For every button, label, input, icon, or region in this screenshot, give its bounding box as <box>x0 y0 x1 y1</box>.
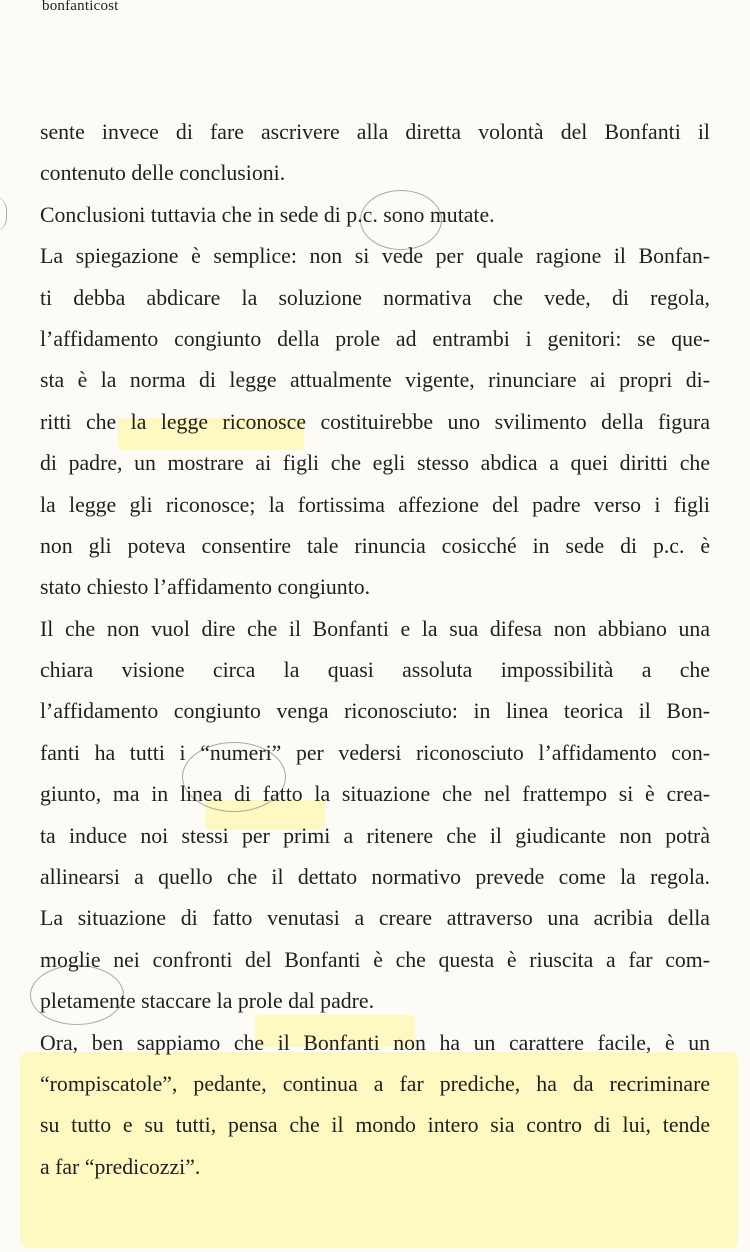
text-line: non gli poteva consentire tale rinuncia cosicché in sede di p.c. è <box>40 533 710 558</box>
text-line: pletamente staccare la prole dal padre. <box>40 989 375 1014</box>
text-line: l’affidamento congiunto venga riconosciuto: in linea teorica il Bon- <box>40 699 710 724</box>
text-line: “rompiscatole”, pedante, continua a far prediche, ha da recriminare <box>40 1071 710 1096</box>
text-line: a far “predicozzi”. <box>40 1154 201 1179</box>
text-line: sente invece di fare ascrivere alla diretta volontà del Bonfanti il <box>40 120 710 144</box>
text-line: ritti che la legge riconosce costituirebbe uno svilimento della figura <box>40 409 710 434</box>
text-line: La situazione di fatto venutasi a creare attraverso una acribia della <box>40 906 710 931</box>
text-line: fanti ha tutti i “numeri” per vedersi riconosciuto l’affidamento con- <box>40 740 710 765</box>
text-line: La spiegazione è semplice: non si vede per quale ragione il Bonfan- <box>40 244 710 269</box>
text-line: giunto, ma in linea di fatto la situazione che nel frattempo si è crea- <box>40 782 710 807</box>
document-header: bonfanticost <box>42 0 119 14</box>
text-line: la legge gli riconosce; la fortissima affezione del padre verso i figli <box>40 492 710 517</box>
text-line: moglie nei confronti del Bonfanti è che questa è riuscita a far com- <box>40 947 710 972</box>
text-line: Conclusioni tuttavia che in sede di p.c. sono mutate. <box>40 202 495 227</box>
text-line: contenuto delle conclusioni. <box>40 161 286 186</box>
text-line: ta induce noi stessi per primi a ritenere che il giudicante non potrà <box>40 823 710 848</box>
text-line: allinearsi a quello che il dettato normativo prevede come la regola. <box>40 865 710 890</box>
text-line: Il che non vuol dire che il Bonfanti e la sua difesa non abbiano una <box>40 616 710 641</box>
text-line: Ora, ben sappiamo che il Bonfanti non ha un carattere facile, è un <box>40 1030 710 1055</box>
document-body <box>40 112 710 1188</box>
text-line: l’affidamento congiunto della prole ad entrambi i genitori: se que- <box>40 326 710 351</box>
margin-pencil-mark <box>0 196 7 232</box>
text-line: chiara visione circa la quasi assoluta impossibilità a che <box>40 658 710 683</box>
text-line: su tutto e su tutti, pensa che il mondo intero sia contro di lui, tende <box>40 1113 710 1138</box>
text-line: ti debba abdicare la soluzione normativa che vede, di regola, <box>40 285 710 310</box>
text-line: sta è la norma di legge attualmente vigente, rinunciare ai propri di- <box>40 368 710 393</box>
text-line: di padre, un mostrare ai figli che egli stesso abdica a quei diritti che <box>40 451 710 476</box>
text-line: stato chiesto l’affidamento congiunto. <box>40 575 371 600</box>
